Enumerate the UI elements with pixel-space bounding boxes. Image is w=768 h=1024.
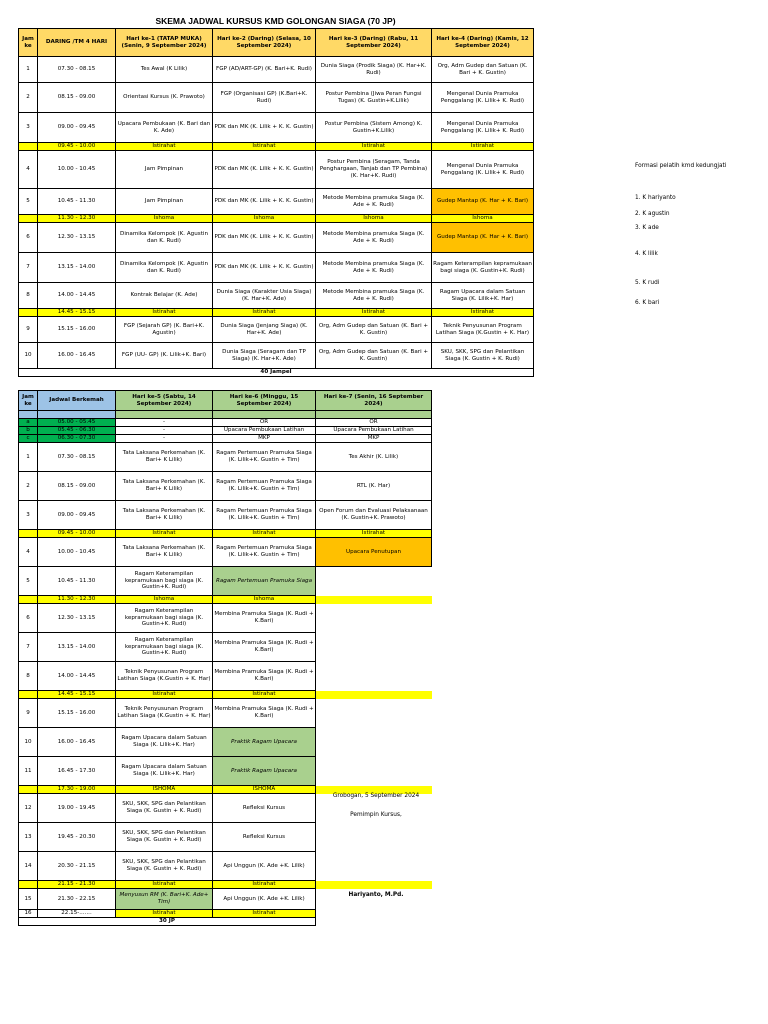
break-row <box>19 881 432 889</box>
time-slot: 09.00 - 09.45 <box>38 501 116 530</box>
day-4-cell: Org, Adm Gudep dan Satuan (K. Bari + K. Gustin) <box>432 57 534 83</box>
break-row <box>19 691 432 699</box>
row-number: 11 <box>19 757 38 786</box>
empty-cell <box>316 910 432 918</box>
time-slot: 09.45 - 10.00 <box>38 143 116 151</box>
day-1-cell: Tes Awal (K Lilik) <box>116 57 213 83</box>
time-slot: 15.15 - 16.00 <box>38 699 116 728</box>
row-number: 4 <box>19 538 38 567</box>
day-6-cell: Membina Pramuka Siaga (K. Rudi + K.Bari) <box>213 633 316 662</box>
row-number: 16 <box>19 910 38 918</box>
day-6-cell: Refleksi Kursus <box>213 794 316 823</box>
time-slot: 14.45 - 15.15 <box>38 691 116 699</box>
break-row <box>19 596 432 604</box>
total-jampel: 40 Jampel <box>19 369 534 377</box>
time-slot: 07.30 - 08.15 <box>38 443 116 472</box>
time-slot: 14.00 - 14.45 <box>38 283 116 309</box>
row-number: 13 <box>19 823 38 852</box>
table-row <box>19 567 432 596</box>
time-slot: 12.30 - 13.15 <box>38 223 116 253</box>
time-slot: 10.00 - 10.45 <box>38 151 116 189</box>
day-7-cell: Open Forum dan Evaluasi Pelaksanaan (K. Gustin+K. Prawoto) <box>316 501 432 530</box>
day-2-cell: FGP (Organisasi GP) (K.Bari+K. Rudi) <box>213 83 316 113</box>
break-row <box>19 215 534 223</box>
trainer-item: 3. K ade <box>635 225 659 231</box>
day-2-cell: PDK dan MK (K. Lilik + K. K. Gustin) <box>213 223 316 253</box>
time-slot: 16.00 - 16.45 <box>38 343 116 369</box>
table-row <box>19 223 534 253</box>
page-title: SKEMA JADWAL KURSUS KMD GOLONGAN SIAGA (70 JP) <box>155 16 396 26</box>
day-5-cell: Tata Laksana Perkemahan (K. Bari+ K Lilik) <box>116 538 213 567</box>
spacer-row <box>19 411 432 419</box>
row-number <box>19 530 38 538</box>
header-day-2: Hari ke-2 (Daring) (Selasa, 10 September 2024) <box>213 29 316 57</box>
signature-role: Pemimpin Kursus, <box>350 812 402 818</box>
day-5-cell: Ragam Keterampilan kepramukaan bagi siaga (K. Gustin+K. Rudi) <box>116 604 213 633</box>
day-1-cell: Orientasi Kursus (K. Prawoto) <box>116 83 213 113</box>
day-7-cell: RTL (K. Har) <box>316 472 432 501</box>
day-6-cell: Ragam Pertemuan Pramuka Siaga (K. Lilik+K. Gustin + Tim) <box>213 472 316 501</box>
empty-cell <box>316 699 432 728</box>
day-5-cell: Tata Laksana Perkemahan (K. Bari+ K Lilik) <box>116 501 213 530</box>
pre-activity-row <box>19 419 432 427</box>
day-6-cell: Api Unggun (K. Ade +K. Lilik) <box>213 889 316 910</box>
row-number: 3 <box>19 113 38 143</box>
row-number: 5 <box>19 189 38 215</box>
day-5-cell: Ragam Upacara dalam Satuan Siaga (K. Lilik+K. Har) <box>116 757 213 786</box>
table-row <box>19 728 432 757</box>
table-row <box>19 757 432 786</box>
day-4-cell: Gudep Mantap (K. Har + K. Bari) <box>432 223 534 253</box>
day-1-cell: FGP (UU- GP) (K. Lilik+K. Bari) <box>116 343 213 369</box>
day-6-cell: Membina Pramuka Siaga (K. Rudi + K.Bari) <box>213 662 316 691</box>
day-1-cell: Ishoma <box>116 215 213 223</box>
day-2-cell: PDK dan MK (K. Lilik + K. K. Gustin) <box>213 113 316 143</box>
row-number: 15 <box>19 889 38 910</box>
header-day-5: Hari ke-5 (Sabtu, 14 September 2024) <box>116 391 213 411</box>
day-1-cell: Upacara Pembukaan (K. Bari dan K. Ade) <box>116 113 213 143</box>
day-3-cell: Postur Pembina (Jiwa Peran Fungsi Tugas) (K. Gustin+K.Lilik) <box>316 83 432 113</box>
day-2-cell: Dunia Siaga (Karakter Usia Siaga) (K. Har+K. Ade) <box>213 283 316 309</box>
row-number <box>19 691 38 699</box>
time-slot: 16.00 - 16.45 <box>38 728 116 757</box>
trainer-item: 5. K rudi <box>635 280 660 286</box>
day-6-cell: Istirahat <box>213 881 316 889</box>
day-5-cell: Ragam Keterampilan kepramukaan bagi siaga (K. Gustin+K. Rudi) <box>116 633 213 662</box>
time-slot: 06.30 - 07.30 <box>38 435 116 443</box>
day-2-cell: Dunia Siaga (Jenjang Siaga) (K. Har+K. Ade) <box>213 317 316 343</box>
header-day-1: Hari ke-1 (TATAP MUKA) (Senin, 9 September 2024) <box>116 29 213 57</box>
time-slot: 05.00 - 05.45 <box>38 419 116 427</box>
header-jadwal-berkemah: Jadwal Berkemah <box>38 391 116 411</box>
time-slot: 17.30 - 19.00 <box>38 786 116 794</box>
day-6-cell: Upacara Pembukaan Latihan <box>213 427 316 435</box>
row-number: 5 <box>19 567 38 596</box>
time-slot: 11.30 - 12.30 <box>38 596 116 604</box>
day-7-cell: MKP <box>316 435 432 443</box>
day-7-cell: OR <box>316 419 432 427</box>
time-slot: 10.00 - 10.45 <box>38 538 116 567</box>
time-slot: 22.15-....... <box>38 910 116 918</box>
row-number: 2 <box>19 472 38 501</box>
time-slot: 09.45 - 10.00 <box>38 530 116 538</box>
empty-cell <box>316 728 432 757</box>
time-slot: 08.15 - 09.00 <box>38 472 116 501</box>
time-slot: 13.15 - 14.00 <box>38 633 116 662</box>
time-slot: 19.45 - 20.30 <box>38 823 116 852</box>
table-row <box>19 113 534 143</box>
table-header-row <box>19 29 534 57</box>
time-slot: 12.30 - 13.15 <box>38 604 116 633</box>
time-slot: 21.15 - 21.30 <box>38 881 116 889</box>
day-4-cell: Istirahat <box>432 143 534 151</box>
day-1-cell: Jam Pimpinan <box>116 151 213 189</box>
day-3-cell: Metode Membina pramuka Siaga (K. Ade + K. Rudi) <box>316 223 432 253</box>
day-6-cell: Refleksi Kursus <box>213 823 316 852</box>
row-number: 7 <box>19 253 38 283</box>
row-number: 3 <box>19 501 38 530</box>
time-slot: 10.45 - 11.30 <box>38 567 116 596</box>
day-6-cell: Praktik Ragam Upacara <box>213 728 316 757</box>
table-row <box>19 604 432 633</box>
day-3-cell: Istirahat <box>316 309 432 317</box>
pre-activity-row <box>19 435 432 443</box>
day-4-cell: Istirahat <box>432 309 534 317</box>
header-day-7: Hari ke-7 (Senin, 16 September 2024) <box>316 391 432 411</box>
day-5-cell: Istirahat <box>116 881 213 889</box>
time-slot: 08.15 - 09.00 <box>38 83 116 113</box>
table-row <box>19 662 432 691</box>
pre-activity-row <box>19 427 432 435</box>
row-letter: b <box>19 427 38 435</box>
row-number: 7 <box>19 633 38 662</box>
day-3-cell: Metode Membina pramuka Siaga (K. Ade + K. Rudi) <box>316 189 432 215</box>
day-3-cell: Postur Pembina (Sistem Among) K. Gustin+K.Lilik) <box>316 113 432 143</box>
day-3-cell: Metode Membina pramuka Siaga (K. Ade + K. Rudi) <box>316 283 432 309</box>
row-number: 8 <box>19 283 38 309</box>
table-row <box>19 501 432 530</box>
day-5-cell: ISHOMA <box>116 786 213 794</box>
break-row <box>19 309 534 317</box>
day-2-cell: PDK dan MK (K. Lilik + K. K. Gustin) <box>213 253 316 283</box>
header-day-3: Hari ke-3 (Daring) (Rabu, 11 September 2024) <box>316 29 432 57</box>
day-6-cell: Ishoma <box>213 596 316 604</box>
table-row <box>19 57 534 83</box>
time-slot: 07.30 - 08.15 <box>38 57 116 83</box>
day-7-cell: Tes Akhir (K. Lilik) <box>316 443 432 472</box>
empty-cell <box>316 633 432 662</box>
table-row <box>19 151 534 189</box>
day-6-cell: Membina Pramuka Siaga (K. Rudi + K.Bari) <box>213 604 316 633</box>
table-row <box>19 189 534 215</box>
table-row <box>19 633 432 662</box>
day-5-cell: Istirahat <box>116 691 213 699</box>
day-6-cell: Istirahat <box>213 691 316 699</box>
day-5-cell: Ragam Keterampilan kepramukaan bagi siaga (K. Gustin+K. Rudi) <box>116 567 213 596</box>
table-row <box>19 823 432 852</box>
schedule-table-berkemah <box>18 390 432 926</box>
day-5-cell: - <box>116 419 213 427</box>
day-6-cell: Ragam Pertemuan Pramuka Siaga (K. Lilik+K. Gustin + Tim) <box>213 501 316 530</box>
day-6-cell: Api Unggun (K. Ade +K. Lilik) <box>213 852 316 881</box>
trainer-item: 1. K hariyanto <box>635 195 676 201</box>
table-row <box>19 283 534 309</box>
header-jam-ke: Jam ke <box>19 391 38 411</box>
row-letter: c <box>19 435 38 443</box>
day-1-cell: Kontrak Belajar (K. Ade) <box>116 283 213 309</box>
empty-cell <box>316 662 432 691</box>
day-3-cell: Istirahat <box>316 143 432 151</box>
day-5-cell: SKU, SKK, SPG dan Pelantikan Siaga (K. Gustin + K. Rudi) <box>116 823 213 852</box>
day-5-cell: Ragam Upacara dalam Satuan Siaga (K. Lilik+K. Har) <box>116 728 213 757</box>
day-6-cell: MKP <box>213 435 316 443</box>
day-4-cell: Gudep Mantap (K. Har + K. Bari) <box>432 189 534 215</box>
day-1-cell: Dinamika Kelompok (K. Agustin dan K. Rudi) <box>116 253 213 283</box>
day-2-cell: PDK dan MK (K. Lilik + K. K. Gustin) <box>213 189 316 215</box>
time-slot: 09.00 - 09.45 <box>38 113 116 143</box>
day-2-cell: Ishoma <box>213 215 316 223</box>
row-number <box>19 215 38 223</box>
day-4-cell: Mengenal Dunia Pramuka Penggalang (K. Lilik+ K. Rudi) <box>432 83 534 113</box>
table-row <box>19 443 432 472</box>
time-slot: 20.30 - 21.15 <box>38 852 116 881</box>
empty-cell <box>316 881 432 889</box>
table-row <box>19 253 534 283</box>
table-row <box>19 852 432 881</box>
header-daring: DARING /TM 4 HARI <box>38 29 116 57</box>
day-5-cell: SKU, SKK, SPG dan Pelantikan Siaga (K. Gustin + K. Rudi) <box>116 852 213 881</box>
day-7-cell: Istirahat <box>316 530 432 538</box>
table-header-row <box>19 391 432 411</box>
day-4-cell: Mengenal Dunia Pramuka Penggalang (K. Lilik+ K. Rudi) <box>432 151 534 189</box>
empty-cell <box>316 852 432 881</box>
row-number <box>19 786 38 794</box>
day-5-cell: Ishoma <box>116 596 213 604</box>
empty-cell <box>316 567 432 596</box>
time-slot: 15.15 - 16.00 <box>38 317 116 343</box>
row-number: 10 <box>19 728 38 757</box>
day-1-cell: Istirahat <box>116 143 213 151</box>
day-4-cell: Ragam Upacara dalam Satuan Siaga (K. Lilik+K. Har) <box>432 283 534 309</box>
signature-name: Hariyanto, M.Pd. <box>348 892 404 898</box>
day-2-cell: PDK dan MK (K. Lilik + K. K. Gustin) <box>213 151 316 189</box>
day-5-cell: SKU, SKK, SPG dan Pelantikan Siaga (K. Gustin + K. Rudi) <box>116 794 213 823</box>
day-5-cell: Istirahat <box>116 530 213 538</box>
table-row <box>19 699 432 728</box>
day-1-cell: Dinamika Kelompok (K. Agustin dan K. Rudi) <box>116 223 213 253</box>
day-6-cell: Ragam Pertemuan Pramuka Siaga <box>213 567 316 596</box>
day-3-cell: Metode Membina pramuka Siaga (K. Ade + K. Rudi) <box>316 253 432 283</box>
empty-cell <box>316 823 432 852</box>
schedule-table-daring <box>18 28 534 377</box>
time-slot: 16.45 - 17.30 <box>38 757 116 786</box>
row-number: 6 <box>19 223 38 253</box>
empty-cell <box>316 604 432 633</box>
row-number: 6 <box>19 604 38 633</box>
row-number: 8 <box>19 662 38 691</box>
time-slot: 11.30 - 12.30 <box>38 215 116 223</box>
row-number <box>19 881 38 889</box>
day-6-cell: Ragam Pertemuan Pramuka Siaga (K. Lilik+K. Gustin + Tim) <box>213 538 316 567</box>
day-4-cell: Mengenal Dunia Pramuka Penggalang (K. Lilik+ K. Rudi) <box>432 113 534 143</box>
table-row <box>19 910 432 918</box>
trainer-list-title: Formasi pelatih kmd kedungjati <box>635 163 727 169</box>
day-6-cell: Istirahat <box>213 910 316 918</box>
day-5-cell: - <box>116 435 213 443</box>
day-6-cell: Istirahat <box>213 530 316 538</box>
day-5-cell: Teknik Penyusunan Program Latihan Siaga (K.Gustin + K. Har) <box>116 699 213 728</box>
day-6-cell: Ragam Pertemuan Pramuka Siaga (K. Lilik+K. Gustin + Tim) <box>213 443 316 472</box>
day-5-cell: - <box>116 427 213 435</box>
day-6-cell: OR <box>213 419 316 427</box>
row-number: 1 <box>19 443 38 472</box>
day-2-cell: Dunia Siaga (Seragam dan TP Siaga) (K. Har+K. Ade) <box>213 343 316 369</box>
row-number: 1 <box>19 57 38 83</box>
day-4-cell: Ragam Keterampilan kepramukaan bagi siaga (K. Gustin+K. Rudi) <box>432 253 534 283</box>
table-row <box>19 472 432 501</box>
empty-cell <box>316 757 432 786</box>
signature-place-date: Grobogan, 5 September 2024 <box>332 793 420 799</box>
day-1-cell: FGP (Sejarah GP) (K. Bari+K. Agustin) <box>116 317 213 343</box>
table-row <box>19 83 534 113</box>
time-slot: 14.45 - 15.15 <box>38 309 116 317</box>
day-3-cell: Org, Adm Gudep dan Satuan (K. Bari + K. Gustin) <box>316 343 432 369</box>
day-6-cell: Membina Pramuka Siaga (K. Rudi + K.Bari) <box>213 699 316 728</box>
row-number <box>19 596 38 604</box>
row-number: 2 <box>19 83 38 113</box>
day-2-cell: Istirahat <box>213 143 316 151</box>
row-number <box>19 143 38 151</box>
day-2-cell: Istirahat <box>213 309 316 317</box>
time-slot: 13.15 - 14.00 <box>38 253 116 283</box>
day-1-cell: Istirahat <box>116 309 213 317</box>
day-6-cell: Praktik Ragam Upacara <box>213 757 316 786</box>
table-row <box>19 343 534 369</box>
row-letter: a <box>19 419 38 427</box>
table-row <box>19 317 534 343</box>
header-day-6: Hari ke-6 (Minggu, 15 September 2024) <box>213 391 316 411</box>
day-7-cell: Upacara Pembukaan Latihan <box>316 427 432 435</box>
row-number: 9 <box>19 317 38 343</box>
trainer-item: 6. K bari <box>635 300 660 306</box>
time-slot: 10.45 - 11.30 <box>38 189 116 215</box>
time-slot: 05.45 - 06.30 <box>38 427 116 435</box>
day-3-cell: Ishoma <box>316 215 432 223</box>
total-jp: 30 JP <box>19 918 316 926</box>
day-4-cell: Teknik Penyusunan Program Latihan Siaga (K.Gustin + K. Har) <box>432 317 534 343</box>
day-3-cell: Org, Adm Gudep dan Satuan (K. Bari + K. Gustin) <box>316 317 432 343</box>
row-number: 4 <box>19 151 38 189</box>
day-5-cell: Tata Laksana Perkemahan (K. Bari+ K Lilik) <box>116 443 213 472</box>
day-5-cell: Tata Laksana Perkemahan (K. Bari+ K Lilik) <box>116 472 213 501</box>
day-7-cell: Upacara Penutupan <box>316 538 432 567</box>
day-3-cell: Dunia Siaga (Prodik Siaga) (K. Har+K. Rudi) <box>316 57 432 83</box>
trainer-item: 4. K lilik <box>635 251 658 257</box>
empty-cell <box>316 691 432 699</box>
day-5-cell: Teknik Penyusunan Program Latihan Siaga (K.Gustin + K. Har) <box>116 662 213 691</box>
day-2-cell: FGP (AD/ART-GP) (K. Bari+K. Rudi) <box>213 57 316 83</box>
trainer-item: 2. K agustin <box>635 211 670 217</box>
day-4-cell: SKU, SKK, SPG dan Pelantikan Siaga (K. Gustin + K. Rudi) <box>432 343 534 369</box>
day-4-cell: Ishoma <box>432 215 534 223</box>
row-number: 14 <box>19 852 38 881</box>
day-6-cell: ISHOMA <box>213 786 316 794</box>
row-number: 12 <box>19 794 38 823</box>
day-5-cell: Menyusun RM (K. Bari+K. Ade+ Tim) <box>116 889 213 910</box>
time-slot: 14.00 - 14.45 <box>38 662 116 691</box>
empty-cell <box>316 596 432 604</box>
table-row <box>19 538 432 567</box>
row-number <box>19 309 38 317</box>
break-row <box>19 530 432 538</box>
row-number: 10 <box>19 343 38 369</box>
break-row <box>19 143 534 151</box>
time-slot: 19.00 - 19.45 <box>38 794 116 823</box>
day-1-cell: Jam Pimpinan <box>116 189 213 215</box>
header-jam-ke: Jam ke <box>19 29 38 57</box>
day-5-cell: Istirahat <box>116 910 213 918</box>
day-3-cell: Postur Pembina (Seragam, Tanda Penghargaan, Tanjab dan TP Pembina) (K. Har+K. Rudi) <box>316 151 432 189</box>
header-day-4: Hari ke-4 (Daring) (Kamis, 12 September 2024) <box>432 29 534 57</box>
row-number: 9 <box>19 699 38 728</box>
time-slot: 21.30 - 22.15 <box>38 889 116 910</box>
